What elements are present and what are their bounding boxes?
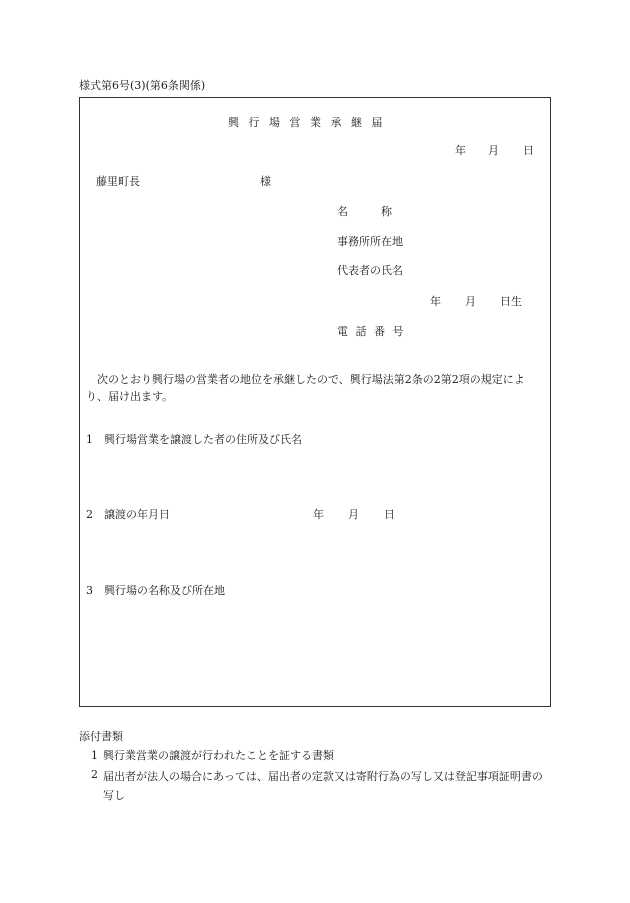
birth-day: 日生 [500,295,522,308]
attachment-1-text: 興行業営業の譲渡が行われたことを証する書類 [103,749,334,762]
attachments-heading: 添付書類 [79,730,123,743]
birth-year: 年 [430,295,441,308]
phone-label: 電 話 番 号 [337,325,406,338]
birth-month: 月 [465,295,476,308]
date-day: 日 [523,144,534,157]
addressee-honorific: 様 [260,175,271,188]
addressee-name: 藤里町長 [96,175,140,188]
attachment-2-number: 2 [91,768,98,781]
item-2-label: 譲渡の年月日 [104,508,170,521]
item-3-number: 3 [86,584,93,597]
item-1-number: 1 [86,433,93,446]
attachment-1-number: 1 [91,749,98,762]
date-year: 年 [455,144,466,157]
office-address-label: 事務所所在地 [337,235,403,248]
transfer-day: 日 [384,508,395,521]
item-3-label: 興行場の名称及び所在地 [104,584,225,597]
attachment-2-text: 届出者が法人の場合にあっては、届出者の定款又は寄附行為の写し又は登記事項証明書の写し [103,770,543,802]
form-title: 興 行 場 営 業 承 継 届 [228,116,386,129]
item-2-number: 2 [86,508,93,521]
body-text: 次のとおり興行場の営業者の地位を承継したので、興行場法第2条の2第2項の規定により、届け出ます。 [86,373,525,403]
applicant-name-label: 名 称 [337,205,392,218]
form-number-label: 様式第6号(3)(第6条関係) [79,79,206,92]
item-1-label: 興行場営業を譲渡した者の住所及び氏名 [104,433,302,446]
transfer-month: 月 [348,508,359,521]
representative-name-label: 代表者の氏名 [337,264,403,277]
date-month: 月 [488,144,499,157]
transfer-year: 年 [313,508,324,521]
